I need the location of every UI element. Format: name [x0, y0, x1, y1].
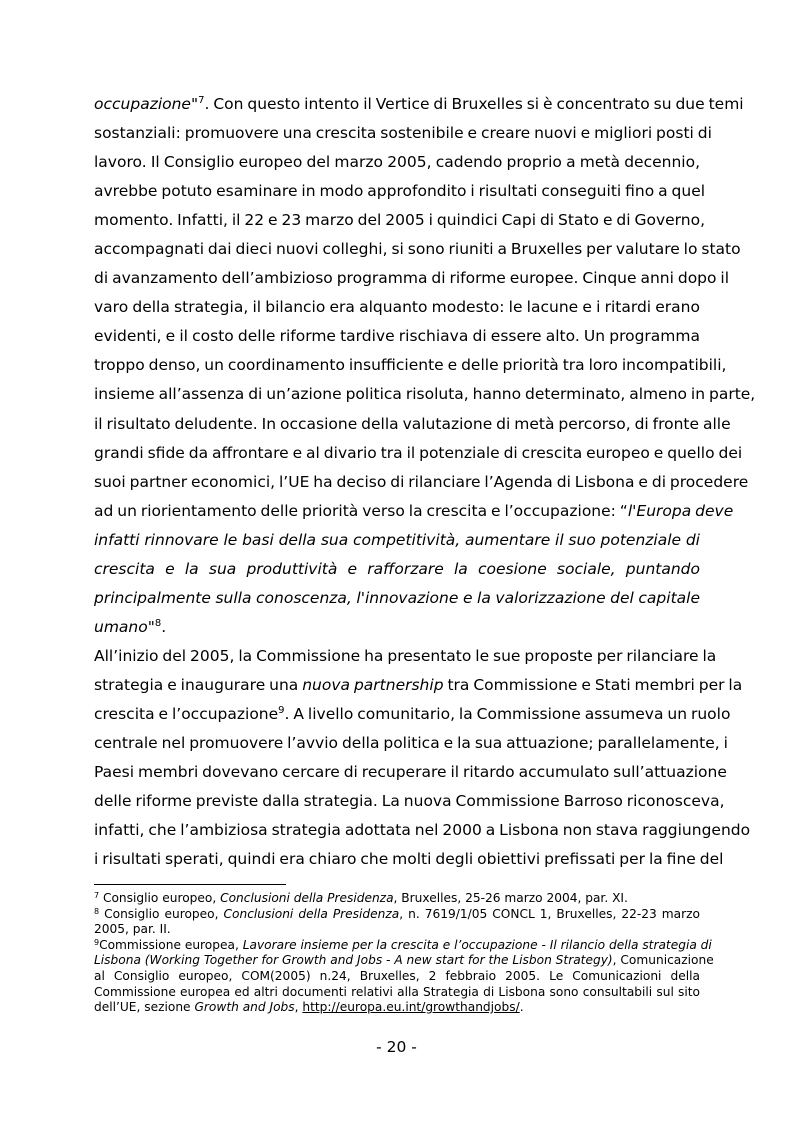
text-line	[94, 264, 730, 293]
text-line	[94, 613, 700, 642]
text-line	[94, 787, 725, 816]
text-run: i risultati sperati, quindi era chiaro che molti degli obiettivi prefissati per la fine del	[94, 850, 724, 869]
text-line	[94, 758, 727, 787]
text-run: sostanziali: promuovere una crescita sostenibile e creare nuovi e migliori posti di	[94, 124, 712, 143]
text-run: momento. Infatti, il 22 e 23 marzo del 2005 i quindici Capi di Stato e di Governo,	[94, 211, 706, 230]
text-run: All’inizio del 2005, la Commissione ha presentato le sue proposte per rilanciare la	[94, 646, 717, 665]
text-line	[94, 584, 700, 613]
footnote-line	[94, 985, 700, 1001]
text-line	[94, 468, 749, 497]
text-run: .	[161, 617, 167, 636]
text-run: il risultato deludente. In occasione della valutazione di metà percorso, di fronte alle	[94, 414, 731, 433]
footnote-text: ,	[294, 1000, 303, 1015]
text-line	[94, 148, 700, 177]
text-line	[94, 119, 712, 148]
text-run: infatti, che l’ambiziosa strategia adottata nel 2000 a Lisbona non stava raggiungendo	[94, 821, 751, 840]
text-run: ad un riorientamento delle priorità verso la crescita e l’occupazione: “	[94, 501, 628, 520]
text-line	[94, 206, 706, 235]
footnote-text: Consiglio europeo,	[99, 891, 221, 905]
text-run: lavoro. Il Consiglio europeo del marzo 2005, cadendo proprio a metà decennio,	[94, 153, 700, 172]
footnote-number: 9	[94, 937, 100, 947]
text-run: suoi partner economici, l’UE ha deciso di rilanciare l’Agenda di Lisbona e di procedere	[94, 472, 749, 491]
main-text	[94, 90, 756, 874]
text-run: . A livello comunitario, la Commissione assumeva un ruolo	[284, 704, 731, 723]
footnote-line	[94, 922, 700, 938]
text-line	[94, 293, 700, 322]
footnote-separator	[94, 884, 286, 885]
text-run: crescita e l’occupazione	[94, 704, 279, 723]
footnote-line	[94, 969, 700, 985]
footnote-italic: Conclusioni della Presidenza	[223, 906, 400, 921]
italic-text-run: umano"	[94, 617, 155, 636]
footnote-text: dell’UE, sezione	[94, 1000, 195, 1015]
text-line	[94, 555, 700, 584]
text-line	[94, 642, 717, 671]
text-run: troppo denso, un coordinamento insufficiente e delle priorità tra loro incompatibili,	[94, 356, 727, 375]
text-run: . Con questo intento il Vertice di Bruxelles si è concentrato su due temi	[204, 95, 744, 113]
footnote-italic: Lavorare insieme per la crescita e l’occupazione - Il rilancio della strategia di	[242, 937, 712, 952]
footnote-text: Consiglio europeo,	[99, 906, 224, 921]
footnote-text: , n. 7619/1/05 CONCL 1, Bruxelles, 22-23 marzo	[399, 906, 700, 921]
text-line	[94, 671, 743, 700]
footnote-line	[94, 937, 712, 954]
footnote-line	[94, 907, 700, 923]
text-run: accompagnati dai dieci nuovi colleghi, si sono riuniti a Bruxelles per valutare lo stato	[94, 240, 741, 259]
footnote-text: , Comunicazione	[612, 953, 714, 968]
footnote-text: , Bruxelles, 25-26 marzo 2004, par. XI.	[393, 891, 628, 905]
text-line	[94, 700, 731, 729]
text-line	[94, 90, 744, 119]
text-line	[94, 845, 724, 874]
text-run: tra Commissione e Stati membri per la	[443, 675, 743, 694]
footnote-ref: 8	[154, 617, 162, 629]
text-line	[94, 439, 743, 468]
text-line	[94, 497, 734, 526]
footnote-text: Commissione europea ed altri documenti relativi alla Strategia di Lisbona sono consultabili sul sito	[94, 984, 700, 999]
footnote-italic: Conclusioni della Presidenza	[220, 891, 394, 905]
text-run: strategia e inaugurare una	[94, 675, 303, 694]
footnote-line	[94, 953, 714, 969]
footnote-line	[94, 891, 700, 907]
text-run: di avanzamento dell’ambizioso programma di riforme europee. Cinque anni dopo il	[94, 269, 730, 288]
text-line	[94, 322, 700, 351]
footnote-text: .	[519, 1000, 524, 1015]
italic-text-run: infatti rinnovare le basi della sua competitività, aumentare il suo potenziale di	[94, 530, 700, 549]
text-line	[94, 526, 700, 555]
footnotes	[94, 891, 714, 1016]
footnote-number: 8	[94, 906, 100, 916]
italic-text-run: nuova partnership	[302, 675, 444, 694]
footnote-ref: 9	[278, 704, 285, 716]
italic-text-run: l'Europa deve	[627, 501, 734, 520]
text-run: varo della strategia, il bilancio era alquanto modesto: le lacune e i ritardi erano	[94, 298, 700, 317]
footnote-number: 7	[94, 891, 100, 900]
footnote-text: 2005, par. II.	[94, 922, 171, 937]
text-line	[94, 816, 751, 845]
text-line	[94, 235, 741, 264]
text-run: insieme all’assenza di un’azione politica risoluta, hanno determinato, almeno in parte,	[94, 385, 756, 404]
text-run: centrale nel promuovere l’avvio della politica e la sua attuazione; parallelamente, i	[94, 734, 728, 753]
text-run: Paesi membri dovevano cercare di recuperare il ritardo accumulato sull’attuazione	[94, 763, 727, 782]
footnote-italic: Growth and Jobs	[194, 1000, 295, 1015]
text-line	[94, 177, 706, 206]
footnote-ref: 7	[198, 95, 205, 106]
text-line	[94, 410, 731, 439]
text-line	[94, 380, 756, 409]
italic-text-run: principalmente sulla conoscenza, l'innovazione e la valorizzazione del capitale	[94, 588, 700, 607]
footnote-link[interactable]: http://europa.eu.int/growthandjobs/	[302, 1000, 520, 1015]
text-line	[94, 351, 727, 380]
italic-text-run: crescita e la sua produttività e rafforzare la coesione sociale, puntando	[94, 559, 700, 578]
page-number: - 20 -	[376, 1038, 417, 1056]
text-run: avrebbe potuto esaminare in modo approfondito i risultati conseguiti fino a quel	[94, 182, 706, 201]
footnote-text: al Consiglio europeo, COM(2005) n.24, Bruxelles, 2 febbraio 2005. Le Comunicazioni della	[94, 968, 700, 983]
text-line	[94, 729, 728, 758]
footnote-italic: Lisbona (Working Together for Growth and Jobs - A new start for the Lisbon Strategy)	[94, 953, 613, 968]
text-run: delle riforme previste dalla strategia. La nuova Commissione Barroso riconosceva,	[94, 792, 725, 811]
footnote-text: Commissione europea,	[99, 937, 243, 952]
text-run: evidenti, e il costo delle riforme tardive rischiava di essere alto. Un programma	[94, 327, 700, 346]
footnote-line	[94, 1000, 700, 1016]
text-run: grandi sfide da affrontare e al divario tra il potenziale di crescita europeo e quello dei	[94, 443, 743, 462]
italic-text-run: occupazione"	[94, 95, 199, 113]
